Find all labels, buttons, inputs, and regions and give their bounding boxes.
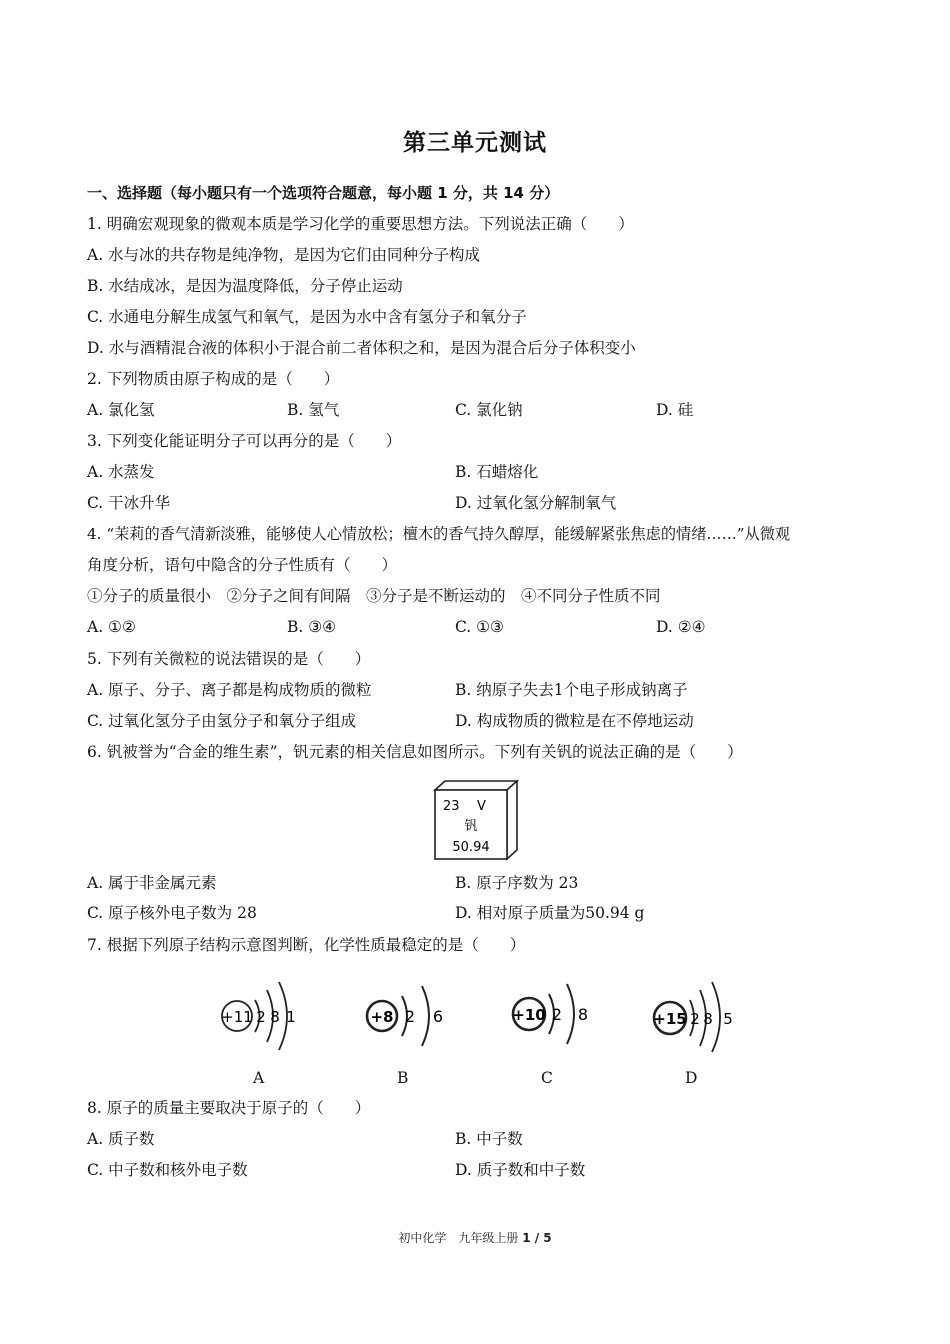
element-symbol: V bbox=[477, 799, 486, 814]
question-3-option-a: A. 水蒸发 bbox=[87, 463, 155, 481]
question-5-stem: 5. 下列有关微粒的说法错误的是（ ） bbox=[87, 650, 371, 668]
question-3-option-d: D. 过氧化氢分解制氧气 bbox=[455, 494, 617, 512]
question-4-statements: ①分子的质量很小 ②分子之间有间隔 ③分子是不断运动的 ④不同分子性质不同 bbox=[87, 587, 661, 605]
question-1-option-a: A. 水与冰的共存物是纯净物，是因为它们由同种分子构成 bbox=[87, 246, 481, 264]
atom-diagram-d bbox=[648, 974, 743, 1054]
question-1-option-d: D. 水与酒精混合液的体积小于混合前二者体积之和，是因为混合后分子体积变小 bbox=[87, 339, 636, 357]
question-2-option-a: A. 氯化氢 bbox=[87, 401, 155, 419]
atom-label-c: C bbox=[541, 1069, 553, 1087]
page-title: 第三单元测试 bbox=[403, 130, 547, 156]
atom-a-shell-1: 2 bbox=[256, 1008, 266, 1026]
question-4-option-a: A. ①② bbox=[87, 618, 136, 636]
question-3-stem: 3. 下列变化能证明分子可以再分的是（ ） bbox=[87, 432, 402, 450]
atom-diagram-c bbox=[505, 974, 600, 1054]
question-5-option-c: C. 过氧化氢分子由氢分子和氧分子组成 bbox=[87, 712, 357, 730]
footer-text: 初中化学 九年级上册 bbox=[398, 1231, 519, 1245]
page-footer bbox=[0, 1229, 950, 1246]
question-1-option-c: C. 水通电分解生成氢气和氧气，是因为水中含有氢分子和氧分子 bbox=[87, 308, 527, 326]
question-4-stem-line1: 4. “茉莉的香气清新淡雅，能够使人心情放松；檀木的香气持久醇厚，能缓解紧张焦虑的情绪……”从微观 bbox=[87, 525, 791, 543]
question-2-option-b: B. 氢气 bbox=[287, 401, 340, 419]
atom-a-shell-3: 1 bbox=[286, 1008, 296, 1026]
question-8-option-d: D. 质子数和中子数 bbox=[455, 1161, 586, 1179]
question-2-option-c: C. 氯化钠 bbox=[455, 401, 523, 419]
atom-label-b: B bbox=[397, 1069, 409, 1087]
atom-a-shell-2: 8 bbox=[270, 1008, 280, 1026]
question-6-option-c: C. 原子核外电子数为 28 bbox=[87, 904, 257, 922]
atom-label-a: A bbox=[253, 1069, 265, 1087]
atom-label-d: D bbox=[685, 1069, 698, 1087]
question-4-option-b: B. ③④ bbox=[287, 618, 337, 636]
atom-d-shell-3: 5 bbox=[723, 1010, 733, 1028]
question-4-option-d: D. ②④ bbox=[656, 618, 706, 636]
atom-diagram-a bbox=[215, 974, 310, 1054]
question-5-option-b: B. 纳原子失去1个电子形成钠离子 bbox=[455, 681, 688, 699]
question-2-stem: 2. 下列物质由原子构成的是（ ） bbox=[87, 370, 340, 388]
atom-b-shell-2: 6 bbox=[432, 1007, 444, 1026]
page-number: 1 / 5 bbox=[522, 1231, 552, 1245]
element-name: 钒 bbox=[464, 819, 478, 834]
section-heading: 一、选择题（每小题只有一个选项符合题意，每小题 1 分，共 14 分） bbox=[87, 184, 560, 202]
atom-c-shell-2: 8 bbox=[577, 1005, 589, 1024]
atom-d-shell-2: 8 bbox=[703, 1010, 713, 1028]
question-6-option-b: B. 原子序数为 23 bbox=[455, 874, 579, 892]
element-atomic-mass: 50.94 bbox=[452, 840, 490, 855]
question-8-option-b: B. 中子数 bbox=[455, 1130, 523, 1148]
question-6-stem: 6. 钒被誉为“合金的维生素”，钒元素的相关信息如图所示。下列有关钒的说法正确的是（ ） bbox=[87, 743, 743, 761]
element-card-vanadium bbox=[430, 778, 522, 862]
question-2-option-d: D. 硅 bbox=[656, 401, 694, 419]
question-6-option-a: A. 属于非金属元素 bbox=[87, 874, 217, 892]
question-1-stem: 1. 明确宏观现象的微观本质是学习化学的重要思想方法。下列说法正确（ ） bbox=[87, 215, 634, 233]
atom-c-nucleus: +10 bbox=[512, 1006, 546, 1024]
question-5-option-d: D. 构成物质的微粒是在不停地运动 bbox=[455, 712, 694, 730]
question-8-option-c: C. 中子数和核外电子数 bbox=[87, 1161, 248, 1179]
question-6-option-d: D. 相对原子质量为50.94 g bbox=[455, 904, 645, 922]
atom-b-nucleus: +8 bbox=[370, 1008, 394, 1026]
question-4-stem-line2: 角度分析，语句中隐含的分子性质有（ ） bbox=[87, 556, 398, 574]
question-3-option-b: B. 石蜡熔化 bbox=[455, 463, 539, 481]
element-atomic-number: 23 bbox=[443, 799, 460, 814]
atom-a-nucleus: +11 bbox=[221, 1008, 253, 1026]
atom-diagram-b bbox=[360, 974, 455, 1054]
question-5-option-a: A. 原子、分子、离子都是构成物质的微粒 bbox=[87, 681, 372, 699]
question-8-stem: 8. 原子的质量主要取决于原子的（ ） bbox=[87, 1099, 371, 1117]
question-4-option-c: C. ①③ bbox=[455, 618, 504, 636]
atom-d-nucleus: +15 bbox=[653, 1010, 687, 1028]
question-3-option-c: C. 干冰升华 bbox=[87, 494, 171, 512]
atom-c-shell-1: 2 bbox=[551, 1005, 563, 1024]
question-7-stem: 7. 根据下列原子结构示意图判断，化学性质最稳定的是（ ） bbox=[87, 936, 526, 954]
atom-b-shell-1: 2 bbox=[404, 1007, 416, 1026]
question-8-option-a: A. 质子数 bbox=[87, 1130, 155, 1148]
atom-d-shell-1: 2 bbox=[690, 1010, 700, 1028]
question-1-option-b: B. 水结成冰，是因为温度降低，分子停止运动 bbox=[87, 277, 403, 295]
